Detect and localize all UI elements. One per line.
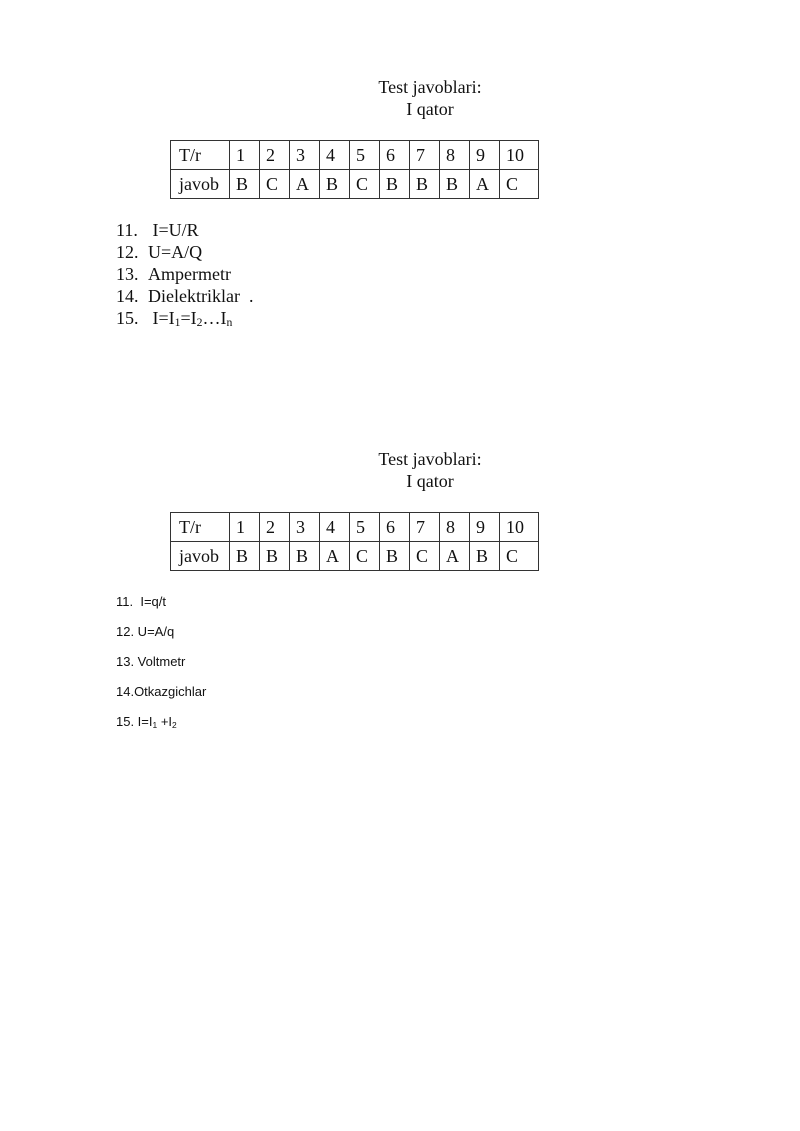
section2-title: Test javoblari: bbox=[378, 449, 482, 469]
table-cell: javob bbox=[171, 542, 230, 571]
formula-part: …I bbox=[202, 308, 227, 328]
list-item: 11. I=q/t bbox=[116, 594, 166, 609]
table-cell: javob bbox=[171, 170, 230, 199]
subscript: 1 bbox=[152, 720, 158, 730]
list-item-number: 14. bbox=[116, 286, 139, 306]
table-cell: B bbox=[230, 542, 260, 571]
table-cell: 9 bbox=[470, 513, 500, 542]
table-cell: 1 bbox=[230, 513, 260, 542]
section1-subtitle: I qator bbox=[406, 99, 454, 119]
table-cell: 8 bbox=[440, 141, 470, 170]
list-item-number: 11. bbox=[116, 220, 138, 240]
table-cell: B bbox=[410, 170, 440, 199]
table-cell: 4 bbox=[320, 141, 350, 170]
table-row bbox=[171, 542, 539, 571]
table-cell: 6 bbox=[380, 141, 410, 170]
table-cell: 10 bbox=[500, 513, 539, 542]
table-cell: A bbox=[290, 170, 320, 199]
table-cell: 10 bbox=[500, 141, 539, 170]
table-cell: T/r bbox=[171, 141, 230, 170]
section1-title: Test javoblari: bbox=[378, 77, 482, 97]
table-cell: C bbox=[500, 542, 539, 571]
list-item-text: Dielektriklar . bbox=[148, 286, 254, 306]
table-cell: 8 bbox=[440, 513, 470, 542]
list-item bbox=[116, 263, 253, 285]
table-cell: B bbox=[470, 542, 500, 571]
list-item-text: I=U/R bbox=[148, 220, 199, 240]
list-item bbox=[116, 707, 206, 737]
subscript: 2 bbox=[196, 316, 203, 329]
section2-answer-list bbox=[116, 587, 206, 737]
subscript: n bbox=[226, 316, 233, 329]
table-cell: 7 bbox=[410, 513, 440, 542]
table-cell: 3 bbox=[290, 141, 320, 170]
table-row bbox=[171, 513, 539, 542]
formula-part: 15. I=I bbox=[116, 714, 153, 729]
table-cell: B bbox=[320, 170, 350, 199]
table-cell: B bbox=[260, 542, 290, 571]
table-cell: A bbox=[470, 170, 500, 199]
table-cell: 1 bbox=[230, 141, 260, 170]
list-item bbox=[116, 285, 253, 307]
table-cell: 3 bbox=[290, 513, 320, 542]
list-item bbox=[116, 307, 253, 329]
table-cell: 5 bbox=[350, 513, 380, 542]
table-cell: B bbox=[380, 542, 410, 571]
subscript: 1 bbox=[174, 316, 181, 329]
list-item bbox=[116, 219, 253, 241]
list-item-text: Ampermetr bbox=[148, 264, 231, 284]
section1-answer-list bbox=[116, 219, 253, 329]
section2-answer-table bbox=[170, 512, 539, 571]
table-cell: B bbox=[440, 170, 470, 199]
table-cell: T/r bbox=[171, 513, 230, 542]
table-cell: B bbox=[230, 170, 260, 199]
formula-part: =I bbox=[180, 308, 197, 328]
list-item-formula bbox=[148, 307, 232, 329]
section1-heading bbox=[310, 76, 550, 120]
table-cell: 4 bbox=[320, 513, 350, 542]
table-cell: B bbox=[290, 542, 320, 571]
list-item bbox=[116, 241, 253, 263]
list-item: 14.Otkazgichlar bbox=[116, 684, 207, 699]
formula-part: +I bbox=[157, 714, 173, 729]
table-cell: C bbox=[350, 542, 380, 571]
table-cell: B bbox=[380, 170, 410, 199]
table-cell: 9 bbox=[470, 141, 500, 170]
table-cell: C bbox=[500, 170, 539, 199]
table-cell: 7 bbox=[410, 141, 440, 170]
list-item: 13. Voltmetr bbox=[116, 654, 186, 669]
list-item-number: 15. bbox=[116, 308, 139, 328]
table-cell: C bbox=[410, 542, 440, 571]
table-cell: A bbox=[440, 542, 470, 571]
section2-subtitle: I qator bbox=[406, 471, 454, 491]
table-cell: C bbox=[260, 170, 290, 199]
subscript: 2 bbox=[172, 720, 177, 730]
table-row bbox=[171, 170, 539, 199]
table-cell: 5 bbox=[350, 141, 380, 170]
table-cell: 6 bbox=[380, 513, 410, 542]
section1-answer-table bbox=[170, 140, 539, 199]
list-item-text: U=A/Q bbox=[148, 242, 203, 262]
formula-part: I=I bbox=[148, 308, 175, 328]
table-cell: C bbox=[350, 170, 380, 199]
list-item-number: 13. bbox=[116, 264, 139, 284]
section2-heading bbox=[310, 448, 550, 492]
table-row bbox=[171, 141, 539, 170]
table-cell: 2 bbox=[260, 141, 290, 170]
list-item: 12. U=A/q bbox=[116, 624, 175, 639]
list-item-number: 12. bbox=[116, 242, 139, 262]
table-cell: 2 bbox=[260, 513, 290, 542]
table-cell: A bbox=[320, 542, 350, 571]
